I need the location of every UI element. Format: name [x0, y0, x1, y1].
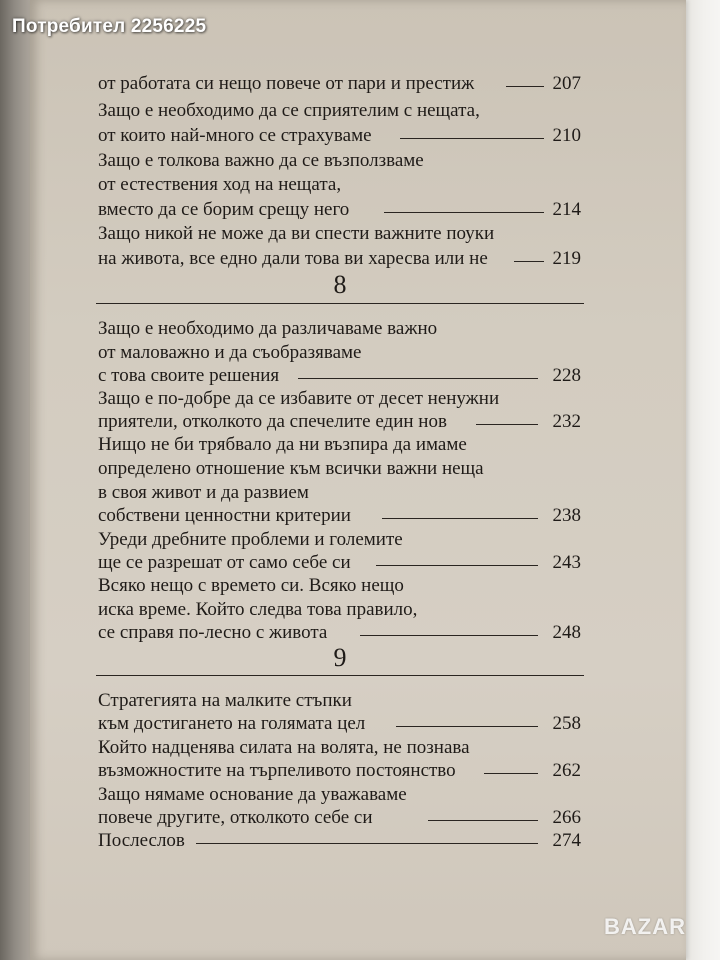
toc-entry-text: собствени ценностни критерии: [98, 505, 351, 526]
bazar-logo: BAZAR: [604, 914, 686, 939]
toc-line: [98, 458, 581, 484]
toc-line: [98, 174, 581, 200]
chapter-divider: [96, 675, 584, 676]
toc-entry-text: с това своите решения: [98, 365, 280, 386]
toc-entry-text: ще се разрешат от само себе си: [98, 552, 351, 573]
toc-entry-text: вместо да се борим срещу него: [98, 199, 350, 220]
toc-line: [98, 73, 581, 99]
toc-line: [98, 575, 581, 601]
page-number: 219: [552, 248, 581, 269]
toc-entry-text: от естествения ход на нещата,: [98, 174, 342, 195]
toc-entry-text: Стратегията на малките стъпки: [98, 690, 352, 711]
toc-entry-text: възможностите на търпеливото постоянство: [98, 760, 456, 781]
page-number: 228: [552, 365, 581, 386]
toc-entry-text: Защо никой не може да ви спести важните поуки: [98, 223, 495, 244]
leader-line: [382, 518, 538, 519]
page-number: 243: [552, 552, 581, 573]
toc-entry-text: повече другите, отколкото себе си: [98, 807, 373, 828]
toc-line: [98, 150, 581, 176]
toc-entry-text: на живота, все едно дали това ви харесва или не: [98, 248, 488, 269]
toc-entry-text: Защо е необходимо да се сприятелим с нещата,: [98, 100, 480, 121]
toc-line: [98, 830, 581, 856]
toc-entry-text: Защо е необходимо да различаваме важно: [98, 318, 438, 339]
page-number: 238: [552, 505, 581, 526]
leader-line: [376, 565, 538, 566]
toc-entry-text: Нищо не би трябвало да ни възпира да имаме: [98, 434, 467, 455]
page-number: 274: [552, 830, 581, 851]
leader-line: [196, 843, 538, 844]
toc-entry-text: определено отношение към всички важни неща: [98, 458, 484, 479]
toc-entry-text: от които най-много се страхуваме: [98, 125, 372, 146]
toc-entry-text: към достигането на голямата цел: [98, 713, 366, 734]
leader-line: [400, 138, 544, 139]
toc-entry-text: от маловажно и да съобразяваме: [98, 342, 362, 363]
leader-line: [428, 820, 538, 821]
leader-line: [506, 86, 544, 87]
toc-line: [98, 760, 581, 786]
toc-line: [98, 505, 581, 531]
toc-line: [98, 434, 581, 460]
page-number: 232: [552, 411, 581, 432]
toc-entry-text: Всяко нещо с времето си. Всяко нещо: [98, 575, 404, 596]
chapter-divider: [96, 303, 584, 304]
toc-line: [98, 318, 581, 344]
leader-line: [298, 378, 538, 379]
toc-entry-text: Послеслов: [98, 830, 185, 851]
leader-line: [514, 261, 544, 262]
page-number: 210: [552, 125, 581, 146]
toc-line: [98, 713, 581, 739]
leader-line: [384, 212, 544, 213]
chapter-number: 9: [333, 643, 347, 672]
page-number: 248: [552, 622, 581, 643]
chapter-number: 8: [333, 270, 347, 299]
toc-entry-text: приятели, отколкото да спечелите един нов: [98, 411, 447, 432]
leader-line: [484, 773, 538, 774]
leader-line: [476, 424, 538, 425]
toc-entry-text: се справя по-лесно с живота: [98, 622, 328, 643]
toc-entry-text: от работата си нещо повече от пари и престиж: [98, 73, 475, 94]
leader-line: [360, 635, 538, 636]
page-number: 262: [552, 760, 581, 781]
toc-entry-text: иска време. Който следва това правило,: [98, 599, 418, 620]
toc-entry-text: Уреди дребните проблеми и големите: [98, 529, 403, 550]
toc-line: [98, 223, 581, 249]
page-number: 214: [552, 199, 581, 220]
toc-entry-text: Защо е толкова важно да се възползваме: [98, 150, 424, 171]
toc-line: [98, 100, 581, 126]
toc-line: [98, 199, 581, 225]
user-watermark: Потребител 2256225: [12, 16, 207, 37]
page-number: 266: [552, 807, 581, 828]
toc-line: [98, 125, 581, 151]
toc-entry-text: Който надценява силата на волята, не познава: [98, 737, 470, 758]
page-number: 207: [552, 73, 581, 94]
leader-line: [396, 726, 538, 727]
toc-entry-text: Защо нямаме основание да уважаваме: [98, 784, 407, 805]
toc-entry-text: Защо е по-добре да се избавите от десет ненужни: [98, 388, 500, 409]
toc-entry-text: в своя живот и да развием: [98, 482, 309, 503]
page-number: 258: [552, 713, 581, 734]
